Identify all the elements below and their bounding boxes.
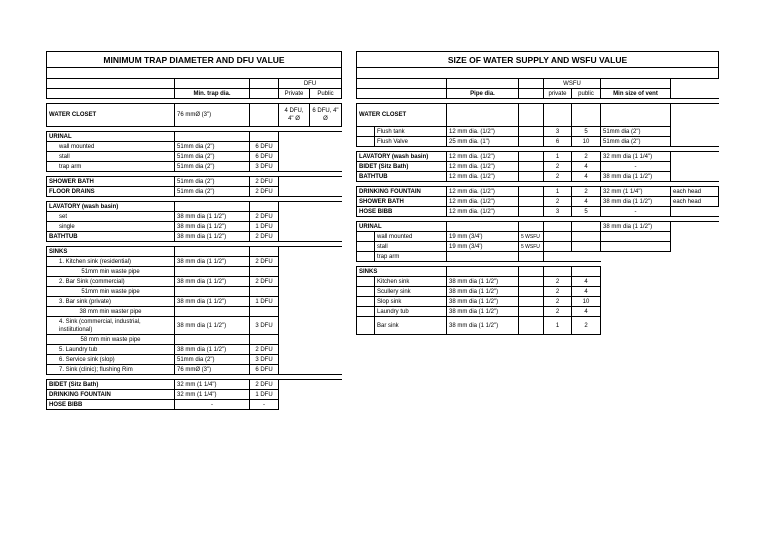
sinks-label: SINKS xyxy=(47,247,175,257)
sink1-note: 51mm min waste pipe xyxy=(47,267,175,277)
table-row: FLOOR DRAINS 51mm dia (2") 2 DFU xyxy=(47,187,342,197)
dfu-header: DFU xyxy=(279,79,342,89)
vent-header: Min size of vent xyxy=(601,89,671,99)
table-row: set 38 mm dia (1 1/2") 2 DFU xyxy=(47,212,342,222)
table-row: stall 19 mm (3/4') 5 WSFU xyxy=(357,242,719,252)
table-row: Slop sink 38 mm dia (1 1/2") 2 10 xyxy=(357,297,719,307)
public-header: Public xyxy=(310,89,342,99)
trap-dia-header: Min. trap dia. xyxy=(175,89,250,99)
public-header: public xyxy=(572,89,601,99)
table-row: single 38 mm dia (1 1/2") 1 DFU xyxy=(47,222,342,232)
wsfu-header: WSFU xyxy=(544,79,601,89)
table-row: BIDET (Sitz Bath) 32 mm (1 1/4") 2 DFU xyxy=(47,380,342,390)
private-header: private xyxy=(544,89,572,99)
water-closet-label: WATER CLOSET xyxy=(357,104,447,127)
sink2-note: 51mm min waste pipe xyxy=(47,287,175,297)
sinks-label: SINKS xyxy=(357,267,447,277)
water-closet-private: 4 DFU, 4" Ø xyxy=(279,104,310,127)
table-row: Laundry tub 38 mm dia (1 1/2") 2 4 xyxy=(357,307,719,317)
water-supply-table xyxy=(356,51,719,335)
lavatory-label: LAVATORY (wash basin) xyxy=(47,202,175,212)
water-closet-public: 6 DFU, 4" Ø xyxy=(310,104,342,127)
right-title: SIZE OF WATER SUPPLY AND WSFU VALUE xyxy=(357,52,719,68)
table-row: Scullery sink 38 mm dia (1 1/2") 2 4 xyxy=(357,287,719,297)
table-row: SHOWER BATH 12 mm dia. (1/2") 2 4 38 mm dia (1 1/2") each head xyxy=(357,197,719,207)
table-row: stall 51mm dia (2") 6 DFU xyxy=(47,152,342,162)
table-row: BATHTUB 38 mm dia (1 1/2") 2 DFU xyxy=(47,232,342,242)
table-row: trap arm xyxy=(357,252,719,262)
sink3-note: 38 mm min waster pipe xyxy=(47,307,175,317)
table-row: 1. Kitchen sink (residential) 38 mm dia (1 1/2") 2 DFU xyxy=(47,257,342,267)
table-row: Bar sink 38 mm dia (1 1/2") 1 2 xyxy=(357,317,719,335)
table-row: SHOWER BATH 51mm dia (2") 2 DFU xyxy=(47,177,342,187)
table-row: trap arm 51mm dia (2") 3 DFU xyxy=(47,162,342,172)
table-row: DRINKING FOUNTAIN 12 mm dia. (1/2") 1 2 32 mm (1 1/4") each head xyxy=(357,187,719,197)
table-row: 2. Bar Sink (commercial) 38 mm dia (1 1/2") 2 DFU xyxy=(47,277,342,287)
pipe-dia-header: Pipe dia. xyxy=(447,89,519,99)
table-row: BATHTUB 12 mm dia. (1/2") 2 4 38 mm dia (1 1/2") xyxy=(357,172,719,182)
sink4-note: 58 mm min waste pipe xyxy=(47,335,175,345)
trap-dfu-table xyxy=(46,51,342,410)
private-header: Private xyxy=(279,89,310,99)
urinal-label: URINAL xyxy=(47,132,175,142)
table-row: 3. Bar sink (private) 38 mm dia (1 1/2") 1 DFU xyxy=(47,297,342,307)
table-row: URINAL 38 mm dia (1 1/2") xyxy=(357,222,719,232)
table-row: wall mounted 51mm dia (2") 6 DFU xyxy=(47,142,342,152)
table-row: HOSE BIBB 12 mm dia. (1/2") 3 5 - xyxy=(357,207,719,217)
left-title: MINIMUM TRAP DIAMETER AND DFU VALUE xyxy=(47,52,342,68)
table-row: HOSE BIBB - - xyxy=(47,400,342,410)
water-closet-trap: 76 mmØ (3") xyxy=(175,104,250,127)
table-row: Flush Valve 25 mm dia. (1") 6 10 51mm dia (2") xyxy=(357,137,719,147)
table-row: 7. Sink (clinic); flushing Rim 76 mmØ (3") 6 DFU xyxy=(47,365,342,375)
table-row: DRINKING FOUNTAIN 32 mm (1 1/4") 1 DFU xyxy=(47,390,342,400)
table-row: BIDET (Sitz Bath) 12 mm dia. (1/2") 2 4 - xyxy=(357,162,719,172)
table-row: 6. Service sink (slop) 51mm dia (2") 3 DFU xyxy=(47,355,342,365)
table-row: LAVATORY (wash basin) 12 mm dia. (1/2") 1 2 32 mm dia (1 1/4") xyxy=(357,152,719,162)
table-row: Kitchen sink 38 mm dia (1 1/2") 2 4 xyxy=(357,277,719,287)
table-row: wall mounted 19 mm (3/4') 5 WSFU xyxy=(357,232,719,242)
table-row: 5. Laundry tub 38 mm dia (1 1/2") 2 DFU xyxy=(47,345,342,355)
water-closet-label: WATER CLOSET xyxy=(47,104,175,127)
table-row: Flush tank 12 mm dia. (1/2") 3 5 51mm dia (2") xyxy=(357,127,719,137)
table-row: 4. Sink (commercial, industrial, instiitutional) 38 mm dia (1 1/2") 3 DFU xyxy=(47,317,342,335)
